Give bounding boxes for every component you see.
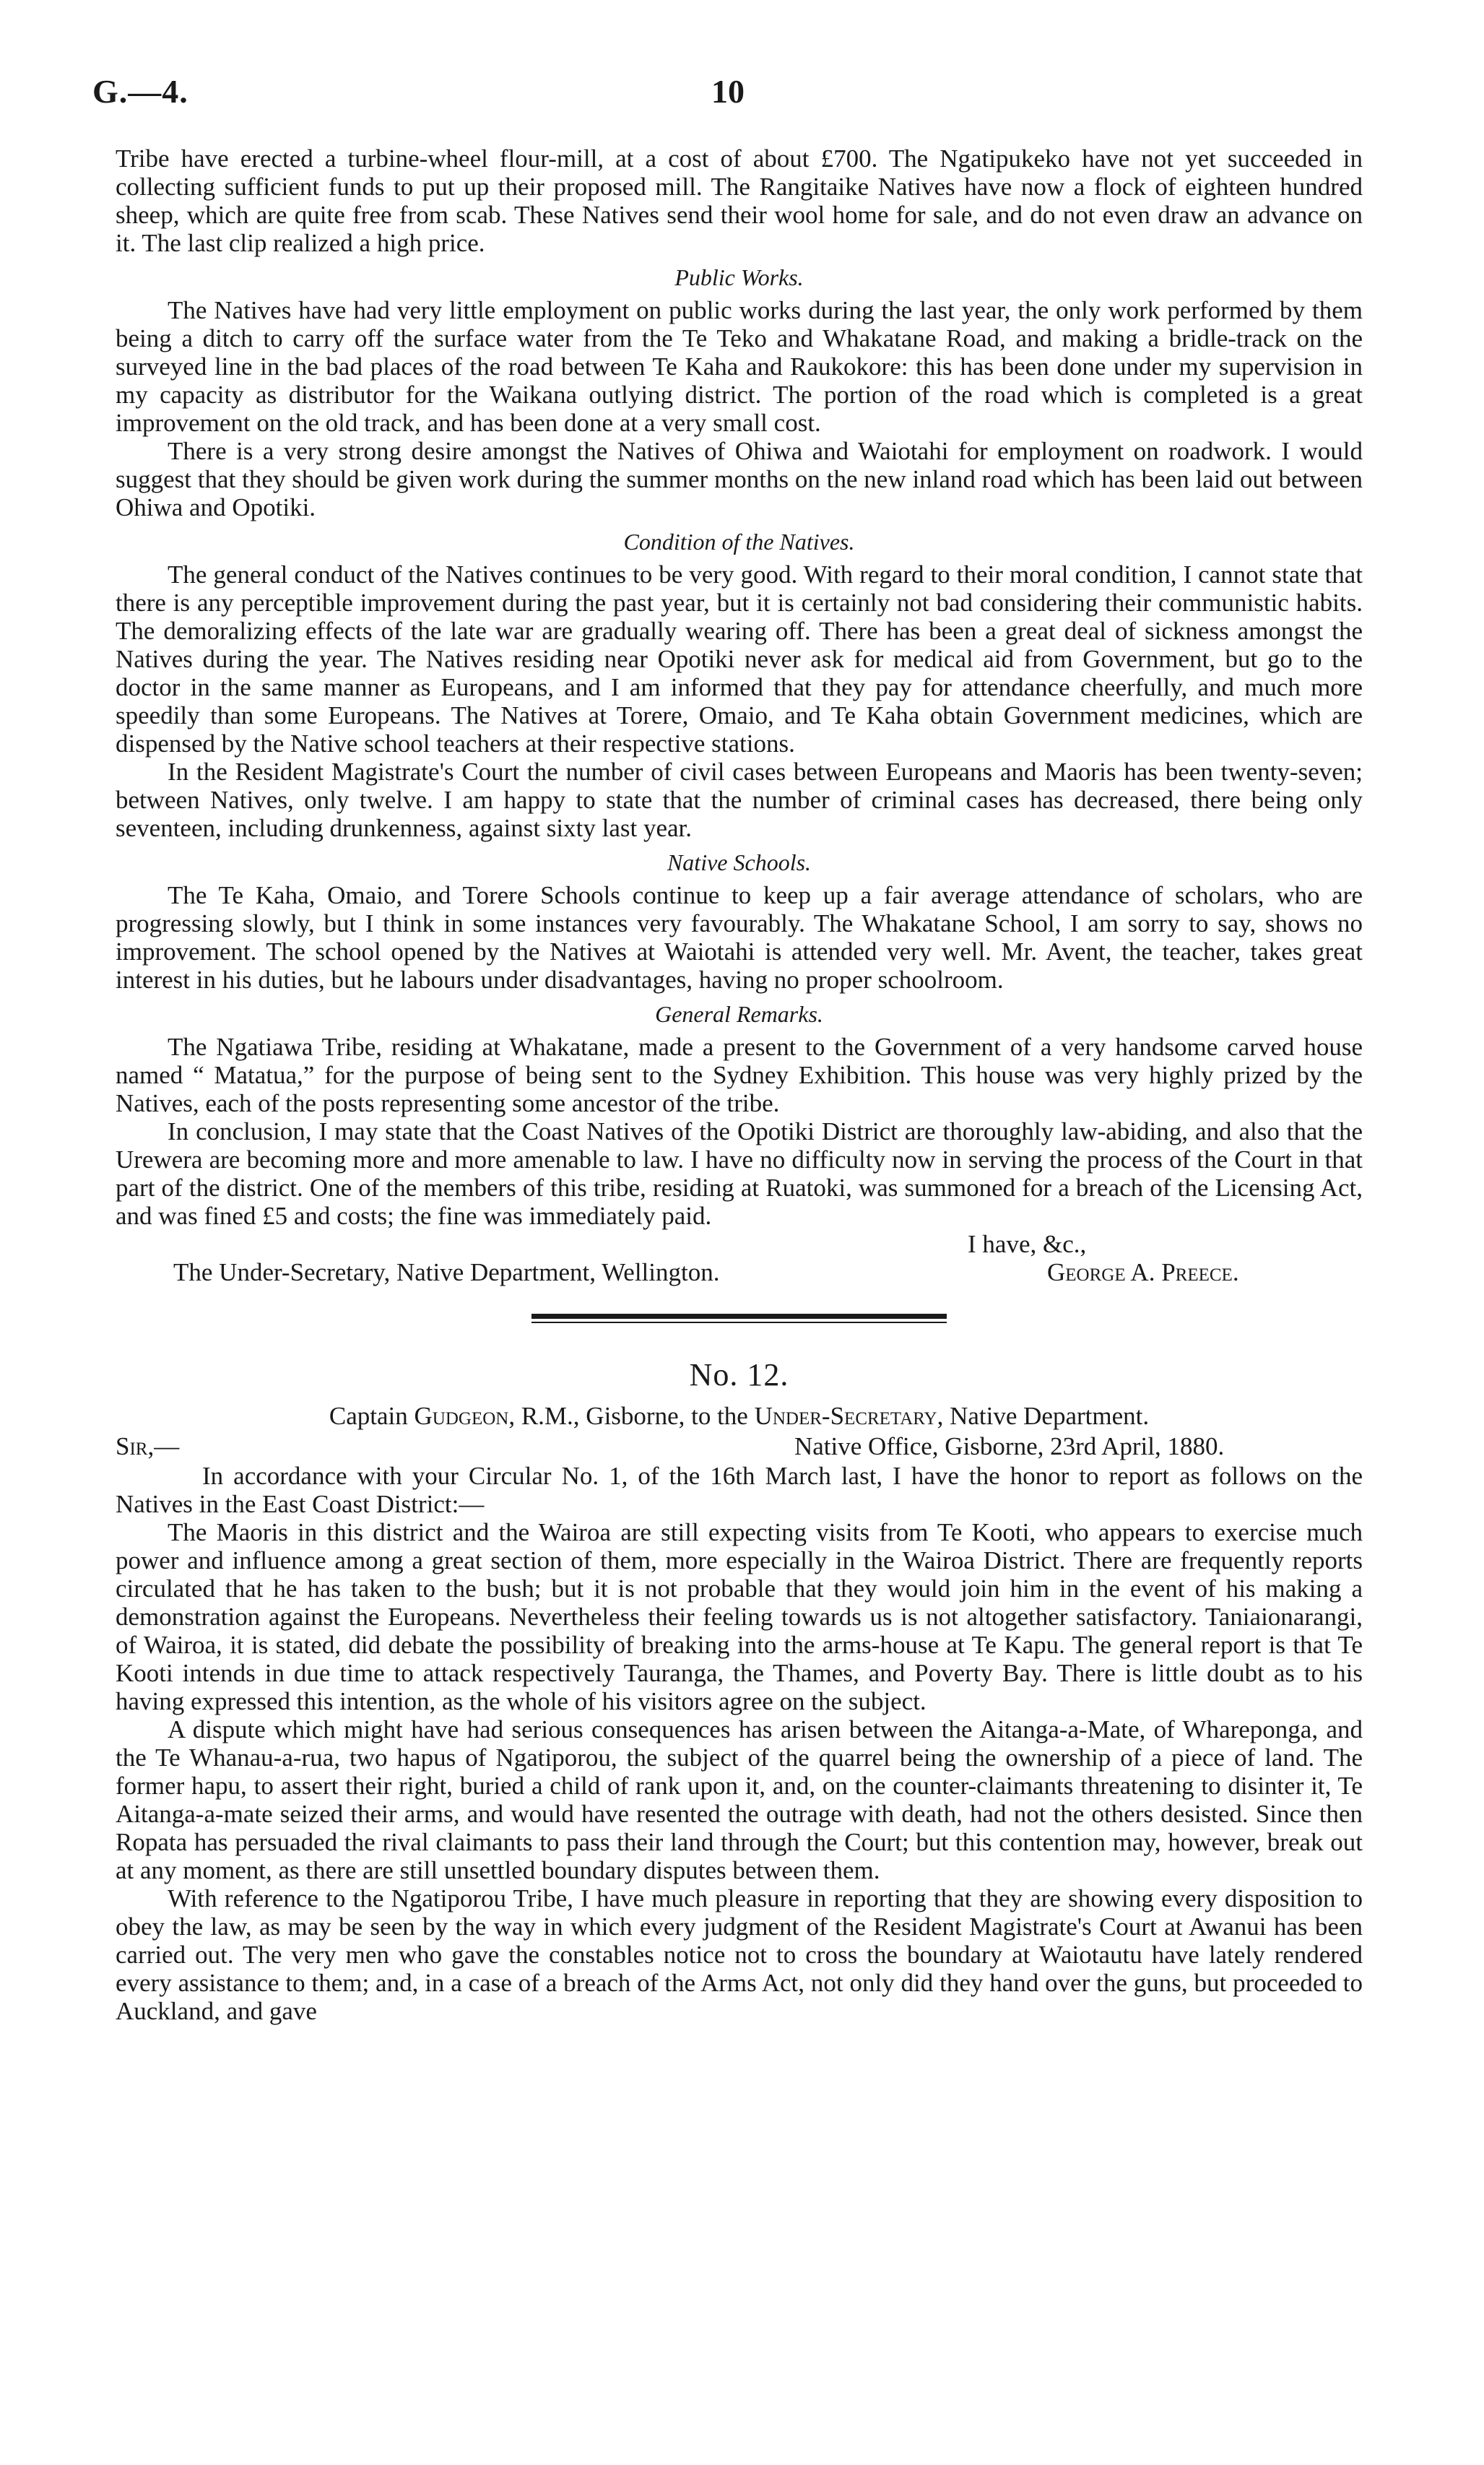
addressee-row [116, 1258, 1363, 1286]
salutation: Sir,— [116, 1432, 180, 1460]
paragraph: The Ngatiawa Tribe, residing at Whakatane, made a present to the Government of a very handsome carved house named “ Matatua,” for the purpose of being sent to the Sydney Exhibition. This house was very highly prized by the Natives, each of the posts representing some ancestor of the tribe. [116, 1033, 1363, 1117]
paragraph: A dispute which might have had serious consequences has arisen between the Aitanga-a-Mate, of Whareponga, and the Te Whanau-a-rua, two hapus of Ngatiporou, the subject of the quarrel being the ownership of a piece of land. The former hapu, to assert their right, buried a child of rank upon it, and, on the counter-claimants threatening to disinter it, Te Aitanga-a-mate seized their arms, and would have resented the outrage with death, had not the others desisted. Since then Ropata has persuaded the rival claimants to pass their land through the Court; but this contention may, however, break out at any moment, as there are still unsettled boundary disputes between them. [116, 1715, 1363, 1884]
closing-phrase: I have, &c., [968, 1230, 1087, 1258]
caption-recipient: Under-Secretary [754, 1402, 937, 1430]
caption-middle: , R.M., Gisborne, to the [508, 1402, 755, 1430]
divider-thin-line [531, 1322, 947, 1323]
series-code: G.—4. [92, 73, 188, 110]
divider-thick-line [531, 1314, 947, 1319]
letter-caption [116, 1401, 1363, 1431]
letter-number: No. 12. [689, 1357, 789, 1392]
paragraph: There is a very strong desire amongst the Natives of Ohiwa and Waiotahi for employment on roadwork. I would suggest that they should be given work during the summer months on the new inland road which has been laid out between Ohiwa and Opotiki. [116, 437, 1363, 521]
continuation-paragraph: Tribe have erected a turbine-wheel flour-mill, at a cost of about £700. The Ngatipukeko have not yet succeeded in collecting sufficient funds to put up their proposed mill. The Rangitaike Natives have now a flock of eighteen hundred sheep, which are quite free from scab. These Natives send their wool home for sale, and do not even draw an advance on it. The last clip realized a high price. [116, 144, 1363, 257]
closing-row [116, 1230, 1363, 1258]
paragraph: In the Resident Magistrate's Court the number of civil cases between Europeans and Maoris has been twenty-seven; between Natives, only twelve. I am happy to state that the number of criminal cases has decreased, there being only seventeen, including drunkenness, against sixty last year. [116, 758, 1363, 842]
section-heading-remarks: General Remarks. [655, 1001, 823, 1027]
paragraph: The Natives have had very little employment on public works during the last year, the only work performed by them being a ditch to carry off the surface water from the Te Teko and Whakatane Road, and making a bridle-track on the surveyed line in the bad places of the road between Te Kaha and Raukokore: this has been done under my supervision in my capacity as distributor for the Waikana outlying district. The portion of the road which is completed is a great improvement on the old track, and has been done at a very small cost. [116, 296, 1363, 437]
section-heading-schools: Native Schools. [667, 849, 812, 875]
signature: George A. Preece. [1047, 1258, 1239, 1286]
paragraph: With reference to the Ngatiporou Tribe, I have much pleasure in reporting that they are showing every disposition to obey the law, as may be seen by the way in which every judgment of the Resident Magistrate's Court at Awanui has been carried out. The very men who gave the constables notice not to cross the boundary at Waiotautu have lately rendered every assistance to them; and, in a case of a breach of the Arms Act, not only did they hand over the guns, but proceeded to Auckland, and gave [116, 1884, 1363, 2025]
salutation-row [116, 1431, 1363, 1462]
section-divider [531, 1314, 947, 1323]
caption-prefix: Captain [329, 1402, 415, 1430]
paragraph: The Te Kaha, Omaio, and Torere Schools continue to keep up a fair average attendance of scholars, who are progressing slowly, but I think in some instances very favourably. The Whakatane School, I am sorry to say, shows no improvement. The school opened by the Natives at Waiotahi is attended very well. Mr. Avent, the teacher, takes great interest in his duties, but he labours under disadvantages, having no proper schoolroom. [116, 881, 1363, 994]
place-date: Native Office, Gisborne, 23rd April, 1880. [794, 1432, 1225, 1460]
addressee: The Under-Secretary, Native Department, Wellington. [173, 1258, 720, 1286]
paragraph: The Maoris in this district and the Wairoa are still expecting visits from Te Kooti, who appears to exercise much power and influence among a great section of them, more especially in the Wairoa District. There are frequently reports circulated that he has taken to the bush; but it is not probable that they would join him in the event of his making a demonstration against the Europeans. Nevertheless their feeling towards us is not altogether satisfactory. Taniaionarangi, of Wairoa, it is stated, did debate the possibility of breaking into the arms-house at Te Kapu. The general report is that Te Kooti intends in due time to attack respectively Tauranga, the Thames, and Poverty Bay. There is little doubt as to his having expressed this intention, as the whole of his visitors agree on the subject. [116, 1518, 1363, 1715]
section-heading-public-works: Public Works. [674, 264, 804, 290]
paragraph: The general conduct of the Natives continues to be very good. With regard to their moral condition, I cannot state that there is any perceptible improvement during the past year, but it is certainly not bad considering their communistic habits. The demoralizing effects of the late war are gradually wearing off. There has been a great deal of sickness amongst the Natives during the year. The Natives residing near Opotiki never ask for medical aid from Government, but go to the doctor in the same manner as Europeans, and I am informed that they pay for attendance cheerfully, and much more speedily than some Europeans. The Natives at Torere, Omaio, and Te Kaha obtain Government medicines, which are dispensed by the Native school teachers at their respective stations. [116, 560, 1363, 758]
page-number: 10 [711, 73, 745, 110]
page-body [116, 144, 1363, 2025]
caption-suffix: , Native Department. [937, 1402, 1150, 1430]
paragraph: In conclusion, I may state that the Coast Natives of the Opotiki District are thoroughly law-abiding, and also that the Urewera are becoming more and more amenable to law. I have no difficulty now in serving the process of the Court in that part of the district. One of the members of this tribe, residing at Ruatoki, was summoned for a breach of the Licensing Act, and was fined £5 and costs; the fine was immediately paid. [116, 1117, 1363, 1230]
section-heading-condition: Condition of the Natives. [623, 529, 855, 555]
caption-author: Gudgeon [414, 1402, 509, 1430]
paragraph: In accordance with your Circular No. 1, of the 16th March last, I have the honor to report as follows on the Natives in the East Coast District:— [116, 1462, 1363, 1518]
